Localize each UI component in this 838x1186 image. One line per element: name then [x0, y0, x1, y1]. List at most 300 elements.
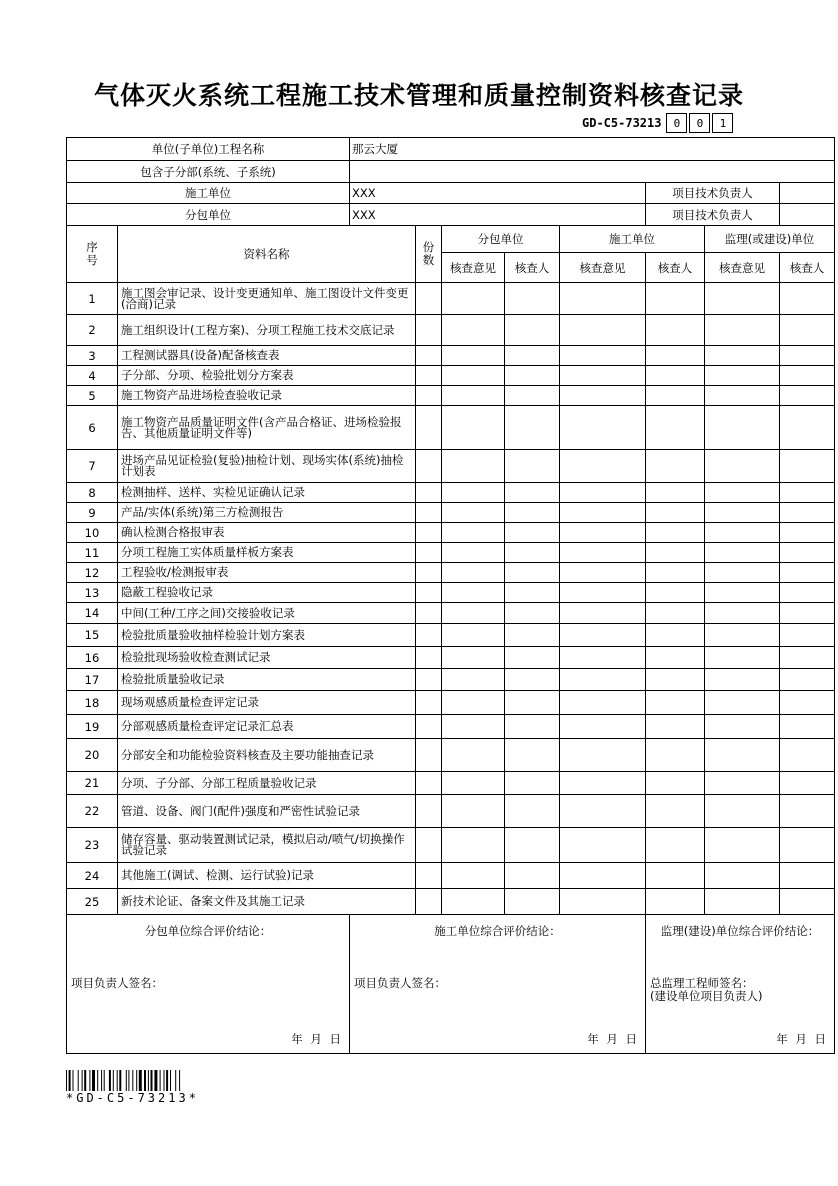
row-con-opinion[interactable]: [560, 715, 646, 739]
row-sup-checker[interactable]: [780, 772, 835, 795]
row-sub-opinion[interactable]: [442, 283, 505, 315]
row-sup-opinion[interactable]: [705, 889, 780, 915]
row-con-opinion[interactable]: [560, 772, 646, 795]
row-sub-checker[interactable]: [505, 715, 560, 739]
row-con-opinion[interactable]: [560, 583, 646, 603]
row-copies[interactable]: [416, 624, 442, 647]
row-sub-checker[interactable]: [505, 406, 560, 450]
table-row: [67, 346, 835, 366]
barcode-bar: [148, 1070, 149, 1091]
sub-conclusion-label: 分包单位综合评价结论：: [144, 924, 272, 938]
table-row: [67, 772, 835, 795]
con-sign-label: 项目负责人签名：: [354, 976, 447, 990]
row-sub-opinion[interactable]: [442, 406, 505, 450]
row-con-checker[interactable]: [646, 386, 705, 406]
sup-date-label: 年 月 日: [776, 1032, 829, 1046]
row-seq: 23: [67, 828, 118, 863]
barcode-bar: [92, 1070, 95, 1091]
barcode-bar: [164, 1070, 165, 1091]
row-seq: 1: [67, 283, 118, 315]
row-sup-opinion[interactable]: [705, 715, 780, 739]
row-copies[interactable]: [416, 603, 442, 624]
row-sup-checker[interactable]: [780, 603, 835, 624]
contractor-value[interactable]: XXX: [350, 183, 646, 204]
table-row: [67, 828, 835, 863]
table-row: [67, 386, 835, 406]
subsection-value[interactable]: [350, 161, 835, 183]
table-row: [67, 483, 835, 503]
sup-conclusion-label: 监理(建设)单位综合评价结论：: [660, 924, 820, 938]
row-name: 其他施工(调试、检测、运行试验)记录: [118, 863, 416, 889]
row-sub-checker[interactable]: [505, 669, 560, 691]
row-con-checker[interactable]: [646, 283, 705, 315]
row-con-opinion[interactable]: [560, 828, 646, 863]
row-sub-opinion[interactable]: [442, 603, 505, 624]
col-seq-header: 序号: [67, 226, 118, 283]
row-sub-opinion[interactable]: [442, 583, 505, 603]
row-sub-checker[interactable]: [505, 386, 560, 406]
row-sup-checker[interactable]: [780, 386, 835, 406]
barcode-bar: [78, 1070, 79, 1091]
row-copies[interactable]: [416, 346, 442, 366]
barcode-bar: [154, 1070, 157, 1091]
barcode-bar: [69, 1070, 71, 1091]
row-sup-checker[interactable]: [780, 691, 835, 715]
row-sub-opinion[interactable]: [442, 523, 505, 543]
col-sub-unit-header: 分包单位: [442, 226, 560, 253]
row-sub-checker[interactable]: [505, 450, 560, 483]
row-name: 分项工程施工实体质量样板方案表: [118, 543, 416, 563]
row-sub-checker[interactable]: [505, 483, 560, 503]
row-sup-checker[interactable]: [780, 624, 835, 647]
row-con-opinion[interactable]: [560, 366, 646, 386]
row-sup-opinion[interactable]: [705, 386, 780, 406]
row-name: 施工物资产品质量证明文件(含产品合格证、进场检验报告、其他质量证明文件等): [118, 406, 416, 450]
row-copies[interactable]: [416, 503, 442, 523]
row-sub-opinion[interactable]: [442, 889, 505, 915]
row-con-opinion[interactable]: [560, 346, 646, 366]
table-row: [67, 315, 835, 346]
row-con-opinion[interactable]: [560, 624, 646, 647]
row-sub-opinion[interactable]: [442, 450, 505, 483]
row-sup-opinion[interactable]: [705, 543, 780, 563]
barcode-bar: [101, 1070, 102, 1091]
subcontractor-label: 分包单位: [67, 204, 350, 226]
row-name: 检测抽样、送样、实检见证确认记录: [118, 483, 416, 503]
row-name: 管道、设备、阀门(配件)强度和严密性试验记录: [118, 795, 416, 828]
row-con-opinion[interactable]: [560, 863, 646, 889]
row-seq: 9: [67, 503, 118, 523]
col-checker-header: 核查人: [646, 253, 705, 283]
row-con-checker[interactable]: [646, 583, 705, 603]
table-row: [67, 406, 835, 450]
table-row: [67, 523, 835, 543]
col-con-unit-header: 施工单位: [560, 226, 705, 253]
row-sub-opinion[interactable]: [442, 483, 505, 503]
row-sup-checker[interactable]: [780, 543, 835, 563]
barcode-bar: [89, 1070, 90, 1091]
row-con-opinion[interactable]: [560, 543, 646, 563]
row-sup-opinion[interactable]: [705, 603, 780, 624]
row-sub-checker[interactable]: [505, 624, 560, 647]
row-con-checker[interactable]: [646, 523, 705, 543]
sup-summary-cell: [646, 915, 835, 1054]
row-con-opinion[interactable]: [560, 406, 646, 450]
row-con-checker[interactable]: [646, 406, 705, 450]
row-sup-checker[interactable]: [780, 483, 835, 503]
row-sup-opinion[interactable]: [705, 828, 780, 863]
table-row: [67, 795, 835, 828]
row-copies[interactable]: [416, 583, 442, 603]
row-sup-checker[interactable]: [780, 563, 835, 583]
tech-lead2-value[interactable]: [780, 204, 835, 226]
row-copies[interactable]: [416, 450, 442, 483]
row-sup-checker[interactable]: [780, 669, 835, 691]
row-sup-checker[interactable]: [780, 889, 835, 915]
row-con-checker[interactable]: [646, 366, 705, 386]
row-seq: 7: [67, 450, 118, 483]
row-seq: 21: [67, 772, 118, 795]
row-sub-checker[interactable]: [505, 563, 560, 583]
row-sup-opinion[interactable]: [705, 503, 780, 523]
row-copies[interactable]: [416, 386, 442, 406]
row-con-opinion[interactable]: [560, 889, 646, 915]
con-summary-cell: [350, 915, 646, 1054]
row-sup-checker[interactable]: [780, 863, 835, 889]
row-con-opinion[interactable]: [560, 386, 646, 406]
row-seq: 19: [67, 715, 118, 739]
row-name: 产品/实体(系统)第三方检测报告: [118, 503, 416, 523]
sup-sign-label: [650, 977, 830, 1003]
row-con-opinion[interactable]: [560, 669, 646, 691]
row-sup-opinion[interactable]: [705, 624, 780, 647]
con-date-label: 年 月 日: [587, 1032, 640, 1046]
row-name: 确认检测合格报审表: [118, 523, 416, 543]
row-sub-opinion[interactable]: [442, 366, 505, 386]
row-sub-checker[interactable]: [505, 828, 560, 863]
row-seq: 22: [67, 795, 118, 828]
row-sup-opinion[interactable]: [705, 346, 780, 366]
row-name: 子分部、分项、检验批划分方案表: [118, 366, 416, 386]
barcode-bar: [109, 1070, 111, 1091]
row-seq: 10: [67, 523, 118, 543]
row-seq: 16: [67, 647, 118, 669]
row-copies[interactable]: [416, 406, 442, 450]
row-sub-checker[interactable]: [505, 503, 560, 523]
row-copies[interactable]: [416, 889, 442, 915]
row-sup-opinion[interactable]: [705, 406, 780, 450]
row-sub-opinion[interactable]: [442, 543, 505, 563]
form-code-box: 1: [712, 113, 733, 133]
row-sub-checker[interactable]: [505, 647, 560, 669]
sub-summary-cell: [67, 915, 350, 1054]
row-sub-opinion[interactable]: [442, 828, 505, 863]
table-row: [67, 739, 835, 772]
row-sub-checker[interactable]: [505, 603, 560, 624]
row-con-checker[interactable]: [646, 715, 705, 739]
row-sub-opinion[interactable]: [442, 715, 505, 739]
row-sub-opinion[interactable]: [442, 691, 505, 715]
row-sup-opinion[interactable]: [705, 366, 780, 386]
page-title: 气体灭火系统工程施工技术管理和质量控制资料核查记录: [93, 81, 744, 110]
row-name: 新技术论证、备案文件及其施工记录: [118, 889, 416, 915]
row-con-opinion[interactable]: [560, 795, 646, 828]
row-sub-opinion[interactable]: [442, 863, 505, 889]
row-name: 分部观感质量检查评定记录汇总表: [118, 715, 416, 739]
row-seq: 2: [67, 315, 118, 346]
row-sup-checker[interactable]: [780, 503, 835, 523]
row-con-opinion[interactable]: [560, 283, 646, 315]
row-sup-checker[interactable]: [780, 739, 835, 772]
row-sup-checker[interactable]: [780, 346, 835, 366]
row-con-checker[interactable]: [646, 772, 705, 795]
row-con-checker[interactable]: [646, 795, 705, 828]
row-sup-checker[interactable]: [780, 828, 835, 863]
row-name: 施工物资产品进场检查验收记录: [118, 386, 416, 406]
barcode-bar: [166, 1070, 168, 1091]
row-seq: 17: [67, 669, 118, 691]
row-copies[interactable]: [416, 543, 442, 563]
row-sub-checker[interactable]: [505, 691, 560, 715]
row-sup-checker[interactable]: [780, 283, 835, 315]
row-con-checker[interactable]: [646, 450, 705, 483]
row-con-opinion[interactable]: [560, 315, 646, 346]
table-row: [67, 603, 835, 624]
row-con-checker[interactable]: [646, 647, 705, 669]
barcode-bar: [73, 1070, 74, 1091]
row-con-checker[interactable]: [646, 603, 705, 624]
row-sup-checker[interactable]: [780, 315, 835, 346]
row-sub-opinion[interactable]: [442, 647, 505, 669]
row-copies[interactable]: [416, 366, 442, 386]
row-seq: 25: [67, 889, 118, 915]
row-copies[interactable]: [416, 563, 442, 583]
row-sup-opinion[interactable]: [705, 772, 780, 795]
row-sub-opinion[interactable]: [442, 563, 505, 583]
row-seq: 13: [67, 583, 118, 603]
sup-sign-line2: (建设单位项目负责人): [650, 989, 763, 1003]
row-name: 中间(工种/工序之间)交接验收记录: [118, 603, 416, 624]
row-sup-opinion[interactable]: [705, 795, 780, 828]
tech-lead-value[interactable]: [780, 183, 835, 204]
contractor-label: 施工单位: [67, 183, 350, 204]
subsection-label: 包含子分部(系统、子系统): [67, 161, 350, 183]
row-sub-opinion[interactable]: [442, 795, 505, 828]
row-sub-checker[interactable]: [505, 772, 560, 795]
row-seq: 8: [67, 483, 118, 503]
row-sup-opinion[interactable]: [705, 450, 780, 483]
row-copies[interactable]: [416, 691, 442, 715]
table-row: [67, 563, 835, 583]
row-sub-opinion[interactable]: [442, 669, 505, 691]
row-name: 分部安全和功能检验资料核查及主要功能抽查记录: [118, 739, 416, 772]
row-sup-checker[interactable]: [780, 583, 835, 603]
row-copies[interactable]: [416, 669, 442, 691]
row-sup-checker[interactable]: [780, 450, 835, 483]
row-copies[interactable]: [416, 863, 442, 889]
row-sup-opinion[interactable]: [705, 863, 780, 889]
row-sub-checker[interactable]: [505, 346, 560, 366]
col-checker-header: 核查人: [780, 253, 835, 283]
row-sup-opinion[interactable]: [705, 283, 780, 315]
row-copies[interactable]: [416, 315, 442, 346]
row-seq: 12: [67, 563, 118, 583]
barcode-bar: [139, 1070, 142, 1091]
barcode-bar: [175, 1070, 176, 1091]
row-sup-checker[interactable]: [780, 715, 835, 739]
row-con-checker[interactable]: [646, 669, 705, 691]
row-name: 隐蔽工程验收记录: [118, 583, 416, 603]
col-copies-header: 份数: [416, 226, 442, 283]
row-name: 进场产品见证检验(复验)抽检计划、现场实体(系统)抽检计划表: [118, 450, 416, 483]
row-seq: 4: [67, 366, 118, 386]
row-name: 施工组织设计(工程方案)、分项工程施工技术交底记录: [118, 315, 416, 346]
row-con-opinion[interactable]: [560, 691, 646, 715]
barcode-bar: [104, 1070, 105, 1091]
table-row: [67, 283, 835, 315]
barcode-bar: [144, 1070, 146, 1091]
row-con-checker[interactable]: [646, 889, 705, 915]
row-copies[interactable]: [416, 739, 442, 772]
row-con-opinion[interactable]: [560, 483, 646, 503]
row-con-checker[interactable]: [646, 563, 705, 583]
row-con-checker[interactable]: [646, 828, 705, 863]
row-copies[interactable]: [416, 715, 442, 739]
row-sub-opinion[interactable]: [442, 503, 505, 523]
row-sup-opinion[interactable]: [705, 483, 780, 503]
sub-date-label: 年 月 日: [291, 1032, 344, 1046]
row-sub-opinion[interactable]: [442, 739, 505, 772]
barcode-bar: [119, 1070, 121, 1091]
row-sub-checker[interactable]: [505, 583, 560, 603]
row-sup-opinion[interactable]: [705, 647, 780, 669]
form-code-prefix: GD-C5-73213: [582, 116, 662, 130]
row-con-opinion[interactable]: [560, 739, 646, 772]
project-name-label: 单位(子单位)工程名称: [67, 138, 350, 161]
row-sup-checker[interactable]: [780, 795, 835, 828]
barcode-bar: [160, 1070, 161, 1091]
row-con-checker[interactable]: [646, 346, 705, 366]
barcode-bar: [179, 1070, 180, 1091]
row-copies[interactable]: [416, 283, 442, 315]
row-con-checker[interactable]: [646, 739, 705, 772]
project-name-value[interactable]: 那云大厦: [350, 138, 835, 161]
row-name: 储存容量、驱动装置测试记录，模拟启动/喷气/切换操作试验记录: [118, 828, 416, 863]
row-con-checker[interactable]: [646, 543, 705, 563]
table-row: [67, 583, 835, 603]
row-sup-opinion[interactable]: [705, 315, 780, 346]
row-seq: 5: [67, 386, 118, 406]
form-code-box: 0: [666, 113, 687, 133]
barcode-bar: [151, 1070, 153, 1091]
row-sup-checker[interactable]: [780, 406, 835, 450]
row-sup-opinion[interactable]: [705, 691, 780, 715]
row-sub-opinion[interactable]: [442, 624, 505, 647]
row-con-checker[interactable]: [646, 691, 705, 715]
row-sup-opinion[interactable]: [705, 563, 780, 583]
row-sub-opinion[interactable]: [442, 315, 505, 346]
row-con-checker[interactable]: [646, 503, 705, 523]
con-conclusion-label: 施工单位综合评价结论：: [434, 924, 561, 938]
row-sup-checker[interactable]: [780, 523, 835, 543]
row-copies[interactable]: [416, 523, 442, 543]
row-sub-checker[interactable]: [505, 543, 560, 563]
row-name: 工程测试器具(设备)配备核查表: [118, 346, 416, 366]
row-con-checker[interactable]: [646, 315, 705, 346]
row-copies[interactable]: [416, 772, 442, 795]
row-seq: 11: [67, 543, 118, 563]
row-con-opinion[interactable]: [560, 450, 646, 483]
row-copies[interactable]: [416, 647, 442, 669]
table-row: [67, 669, 835, 691]
row-sub-checker[interactable]: [505, 523, 560, 543]
barcode-bar: [170, 1070, 171, 1091]
row-seq: 14: [67, 603, 118, 624]
row-con-opinion[interactable]: [560, 523, 646, 543]
row-sup-opinion[interactable]: [705, 669, 780, 691]
barcode-bar: [132, 1070, 133, 1091]
row-copies[interactable]: [416, 795, 442, 828]
row-name: 检验批质量验收抽样检验计划方案表: [118, 624, 416, 647]
col-checker-header: 核查人: [505, 253, 560, 283]
row-sub-opinion[interactable]: [442, 346, 505, 366]
table-row: [67, 863, 835, 889]
row-con-opinion[interactable]: [560, 647, 646, 669]
row-copies[interactable]: [416, 483, 442, 503]
barcode: [66, 1070, 238, 1091]
row-sup-opinion[interactable]: [705, 523, 780, 543]
row-sub-checker[interactable]: [505, 315, 560, 346]
row-sub-checker[interactable]: [505, 739, 560, 772]
tech-lead2-label: 项目技术负责人: [646, 204, 780, 226]
table-row: [67, 543, 835, 563]
row-name: 分项、子分部、分部工程质量验收记录: [118, 772, 416, 795]
row-sub-opinion[interactable]: [442, 386, 505, 406]
row-sub-checker[interactable]: [505, 795, 560, 828]
form-code-box: 0: [689, 113, 710, 133]
row-seq: 3: [67, 346, 118, 366]
row-seq: 24: [67, 863, 118, 889]
row-con-opinion[interactable]: [560, 603, 646, 624]
barcode-bar: [84, 1070, 86, 1091]
row-sub-checker[interactable]: [505, 366, 560, 386]
row-sup-checker[interactable]: [780, 647, 835, 669]
row-con-opinion[interactable]: [560, 503, 646, 523]
row-sub-checker[interactable]: [505, 283, 560, 315]
row-sup-opinion[interactable]: [705, 739, 780, 772]
row-sup-opinion[interactable]: [705, 583, 780, 603]
table-row: [67, 691, 835, 715]
row-con-checker[interactable]: [646, 624, 705, 647]
col-opinion-header: 核查意见: [442, 253, 505, 283]
row-copies[interactable]: [416, 828, 442, 863]
row-seq: 20: [67, 739, 118, 772]
row-con-checker[interactable]: [646, 863, 705, 889]
row-sub-opinion[interactable]: [442, 772, 505, 795]
row-con-opinion[interactable]: [560, 563, 646, 583]
row-seq: 15: [67, 624, 118, 647]
row-con-checker[interactable]: [646, 483, 705, 503]
row-name: 检验批现场验收检查测试记录: [118, 647, 416, 669]
row-sub-checker[interactable]: [505, 889, 560, 915]
record-rows: [67, 283, 835, 915]
row-sup-checker[interactable]: [780, 366, 835, 386]
col-sup-unit-header: 监理(或建设)单位: [705, 226, 835, 253]
barcode-bar: [113, 1070, 114, 1091]
row-sub-checker[interactable]: [505, 863, 560, 889]
subcontractor-value[interactable]: XXX: [350, 204, 646, 226]
row-name: 现场观感质量检查评定记录: [118, 691, 416, 715]
